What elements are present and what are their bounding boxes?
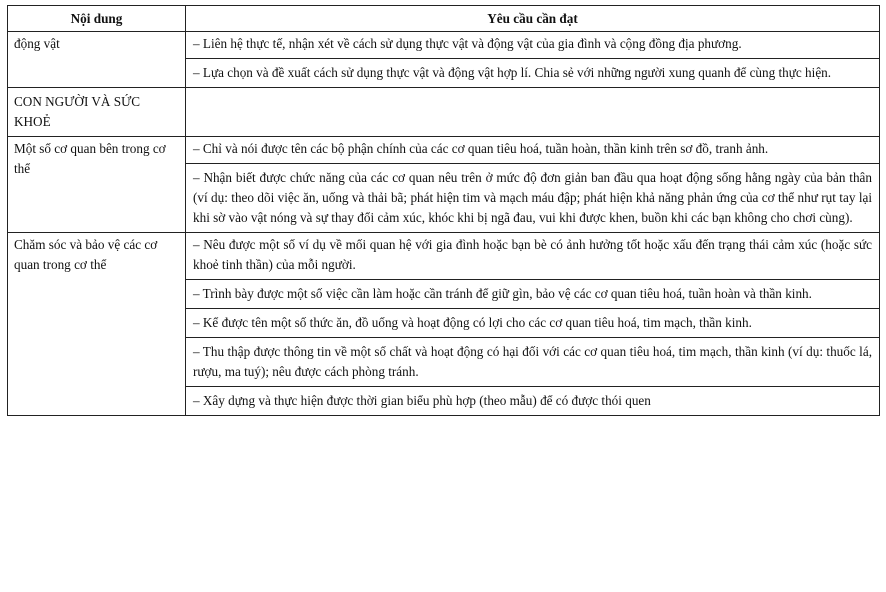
requirement-item: – Nêu được một số ví dụ về mối quan hệ với gia đình hoặc bạn bè có ảnh hưởng tốt hoặc xấu đến trạng thái cảm xúc (hoặc sức khoẻ tinh thần) của mỗi người. <box>193 237 872 272</box>
table-row <box>8 32 880 88</box>
section-row <box>8 88 880 137</box>
section-title: CON NGƯỜI VÀ SỨC KHOẺ <box>8 88 186 137</box>
row-content: Một số cơ quan bên trong cơ thể <box>8 137 186 233</box>
requirement-item: – Xây dựng và thực hiện được thời gian biểu phù hợp (theo mẫu) để có được thói quen <box>186 386 879 415</box>
row-content: động vật <box>8 32 186 88</box>
requirement-item: – Nhận biết được chức năng của các cơ quan nêu trên ở mức độ đơn giản ban đầu qua hoạt động sống hằng ngày của bản thân (ví dụ: theo dõi việc ăn, uống và thải bã; phát hiện tim và mạch máu đập; phát hiện khả năng phản ứng của cơ thể như rụt tay lại khi sờ vào vật nóng và sự thay đổi cảm xúc, khóc khi bị ngã đau, vui khi được khen, buồn khi các bạn không cho chơi cùng). <box>186 163 879 232</box>
row-requirements <box>186 32 880 88</box>
row-requirements <box>186 233 880 416</box>
requirement-item: – Thu thập được thông tin về một số chất và hoạt động có hại đối với các cơ quan tiêu hoá, tim mạch, thần kinh (ví dụ: thuốc lá, rượu, ma tuý); nêu được cách phòng tránh. <box>186 337 879 386</box>
requirement-item: – Chỉ và nói được tên các bộ phận chính của các cơ quan tiêu hoá, tuần hoàn, thần kinh trên sơ đồ, tranh ảnh. <box>193 141 769 156</box>
row-requirements <box>186 137 880 233</box>
table-header-row <box>8 6 880 32</box>
requirement-item: – Kể được tên một số thức ăn, đồ uống và hoạt động có lợi cho các cơ quan tiêu hoá, tim mạch, thần kinh. <box>186 308 879 337</box>
document-page <box>7 5 879 416</box>
table-row <box>8 233 880 416</box>
table-row <box>8 137 880 233</box>
curriculum-table <box>7 5 880 416</box>
section-empty-cell <box>186 88 880 137</box>
requirement-item: – Liên hệ thực tế, nhận xét về cách sử dụng thực vật và động vật của gia đình và cộng đồng địa phương. <box>193 36 742 51</box>
requirement-item: – Trình bày được một số việc cần làm hoặc cần tránh để giữ gìn, bảo vệ các cơ quan tiêu hoá, tuần hoàn và thần kinh. <box>186 279 879 308</box>
header-content: Nội dung <box>8 6 186 32</box>
header-requirements: Yêu cầu cần đạt <box>186 6 880 32</box>
requirement-item: – Lựa chọn và đề xuất cách sử dụng thực vật và động vật hợp lí. Chia sẻ với những người xung quanh để cùng thực hiện. <box>186 58 879 87</box>
row-content: Chăm sóc và bảo vệ các cơ quan trong cơ thể <box>8 233 186 416</box>
